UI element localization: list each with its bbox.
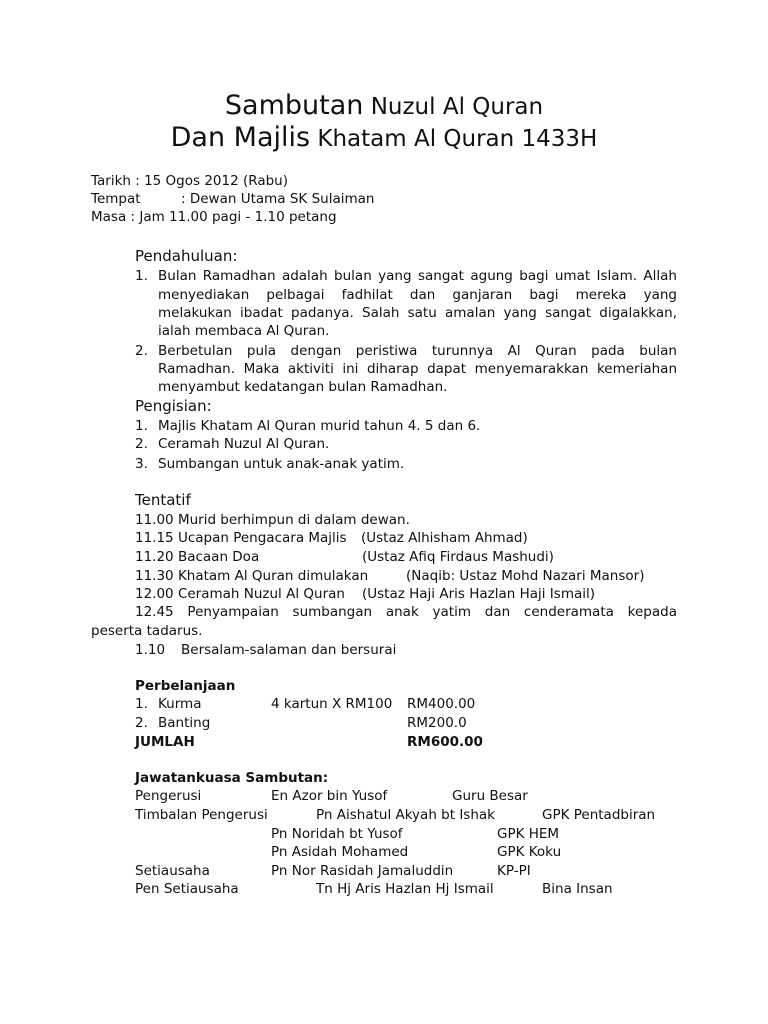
pengisian-num-2: 2. bbox=[135, 436, 148, 452]
pengisian-item-3: Sumbangan untuk anak-anak yatim. bbox=[158, 456, 405, 472]
perbelanjaan-qty-1: 4 kartun X RM100 bbox=[271, 696, 393, 712]
jk-name-6: Tn Hj Aris Hazlan Hj Ismail bbox=[316, 881, 494, 897]
pendahuluan-2-line-3: menyambut kedatangan bulan Ramadhan. bbox=[158, 379, 448, 395]
tentatif-row-3-note: (Ustaz Afiq Firdaus Mashudi) bbox=[362, 549, 554, 565]
title-2-strong: Dan Majlis bbox=[170, 122, 311, 153]
pendahuluan-1-line-2: menyediakan pelbagai fadhilat dan ganjaran bagi mereka yang bbox=[158, 287, 677, 303]
title-1-rest: Nuzul Al Quran bbox=[363, 94, 544, 120]
perbelanjaan-total-label: JUMLAH bbox=[135, 734, 195, 750]
jk-name-2: Pn Aishatul Akyah bt Ishak bbox=[316, 807, 495, 823]
jk-role-1: Pengerusi bbox=[135, 788, 202, 804]
jk-post-5: KP-PI bbox=[497, 863, 531, 879]
pendahuluan-1-line-4: ialah membaca Al Quran. bbox=[158, 323, 330, 339]
title-1-strong: Sambutan bbox=[224, 90, 364, 121]
jk-role-6: Pen Setiausaha bbox=[135, 881, 239, 897]
pendahuluan-heading: Pendahuluan: bbox=[135, 247, 238, 265]
jk-post-1: Guru Besar bbox=[452, 788, 528, 804]
perbelanjaan-item-1: Kurma bbox=[158, 696, 202, 712]
jk-post-2: GPK Pentadbiran bbox=[542, 807, 656, 823]
tentatif-row-4-note: (Naqib: Ustaz Mohd Nazari Mansor) bbox=[406, 568, 645, 584]
perbelanjaan-num-2: 2. bbox=[135, 715, 148, 731]
perbelanjaan-total-amount: RM600.00 bbox=[407, 734, 483, 750]
pengisian-num-3: 3. bbox=[135, 456, 148, 472]
jk-post-4: GPK Koku bbox=[497, 844, 562, 860]
jawatankuasa-heading: Jawatankuasa Sambutan: bbox=[135, 770, 329, 786]
title-line-1 bbox=[0, 90, 768, 121]
pengisian-item-1: Majlis Khatam Al Quran murid tahun 4. 5 dan 6. bbox=[158, 418, 481, 434]
pendahuluan-2-line-1: Berbetulan pula dengan peristiwa turunnya Al Quran pada bulan bbox=[158, 343, 677, 359]
tentatif-row-6-line-1: 12.45 Penyampaian sumbangan anak yatim dan cenderamata kepada bbox=[135, 604, 677, 620]
jk-post-3: GPK HEM bbox=[497, 826, 560, 842]
jk-role-5: Setiausaha bbox=[135, 863, 210, 879]
pendahuluan-num-1: 1. bbox=[135, 268, 148, 284]
jk-name-5: Pn Nor Rasidah Jamaluddin bbox=[271, 863, 454, 879]
tentatif-row-7-time: 1.10 bbox=[135, 642, 166, 658]
pendahuluan-2-line-2: Ramadhan. Maka aktiviti ini diharap dapat menyemarakkan kemeriahan bbox=[158, 361, 677, 377]
jk-role-2: Timbalan Pengerusi bbox=[135, 807, 268, 823]
tentatif-row-5: 12.00 Ceramah Nuzul Al Quran bbox=[135, 586, 345, 602]
tentatif-row-2: 11.15 Ucapan Pengacara Majlis bbox=[135, 530, 347, 546]
tentatif-row-7-text: Bersalam-salaman dan bersurai bbox=[181, 642, 397, 658]
jk-name-1: En Azor bin Yusof bbox=[271, 788, 388, 804]
tempat-value: : Dewan Utama SK Sulaiman bbox=[181, 191, 375, 207]
perbelanjaan-heading: Perbelanjaan bbox=[135, 678, 236, 694]
perbelanjaan-item-2: Banting bbox=[158, 715, 211, 731]
tentatif-row-1: 11.00 Murid berhimpun di dalam dewan. bbox=[135, 512, 410, 528]
tentatif-row-3: 11.20 Bacaan Doa bbox=[135, 549, 260, 565]
tempat-label: Tempat bbox=[91, 191, 141, 207]
tentatif-row-6-line-2: peserta tadarus. bbox=[91, 623, 203, 639]
pendahuluan-1-line-3: melakukan ibadat padanya. Salah satu amalan yang sangat digalakkan, bbox=[158, 305, 677, 321]
pengisian-heading: Pengisian: bbox=[135, 397, 212, 415]
pendahuluan-num-2: 2. bbox=[135, 343, 148, 359]
perbelanjaan-amount-2: RM200.0 bbox=[407, 715, 467, 731]
perbelanjaan-num-1: 1. bbox=[135, 696, 148, 712]
tentatif-row-4: 11.30 Khatam Al Quran dimulakan bbox=[135, 568, 369, 584]
pengisian-num-1: 1. bbox=[135, 418, 148, 434]
perbelanjaan-amount-1: RM400.00 bbox=[407, 696, 476, 712]
jk-post-6: Bina Insan bbox=[542, 881, 613, 897]
pengisian-item-2: Ceramah Nuzul Al Quran. bbox=[158, 436, 330, 452]
jk-name-3: Pn Noridah bt Yusof bbox=[271, 826, 403, 842]
title-2-rest: Khatam Al Quran 1433H bbox=[310, 126, 598, 152]
jk-name-4: Pn Asidah Mohamed bbox=[271, 844, 409, 860]
tarikh-line: Tarikh : 15 Ogos 2012 (Rabu) bbox=[91, 173, 289, 189]
tentatif-row-2-note: (Ustaz Alhisham Ahmad) bbox=[361, 530, 528, 546]
masa-line: Masa : Jam 11.00 pagi - 1.10 petang bbox=[91, 209, 337, 225]
tentatif-row-5-note: (Ustaz Haji Aris Hazlan Haji Ismail) bbox=[362, 586, 596, 602]
title-line-2 bbox=[0, 122, 768, 153]
pendahuluan-1-line-1: Bulan Ramadhan adalah bulan yang sangat agung bagi umat Islam. Allah bbox=[158, 268, 677, 284]
tentatif-heading: Tentatif bbox=[135, 491, 191, 509]
